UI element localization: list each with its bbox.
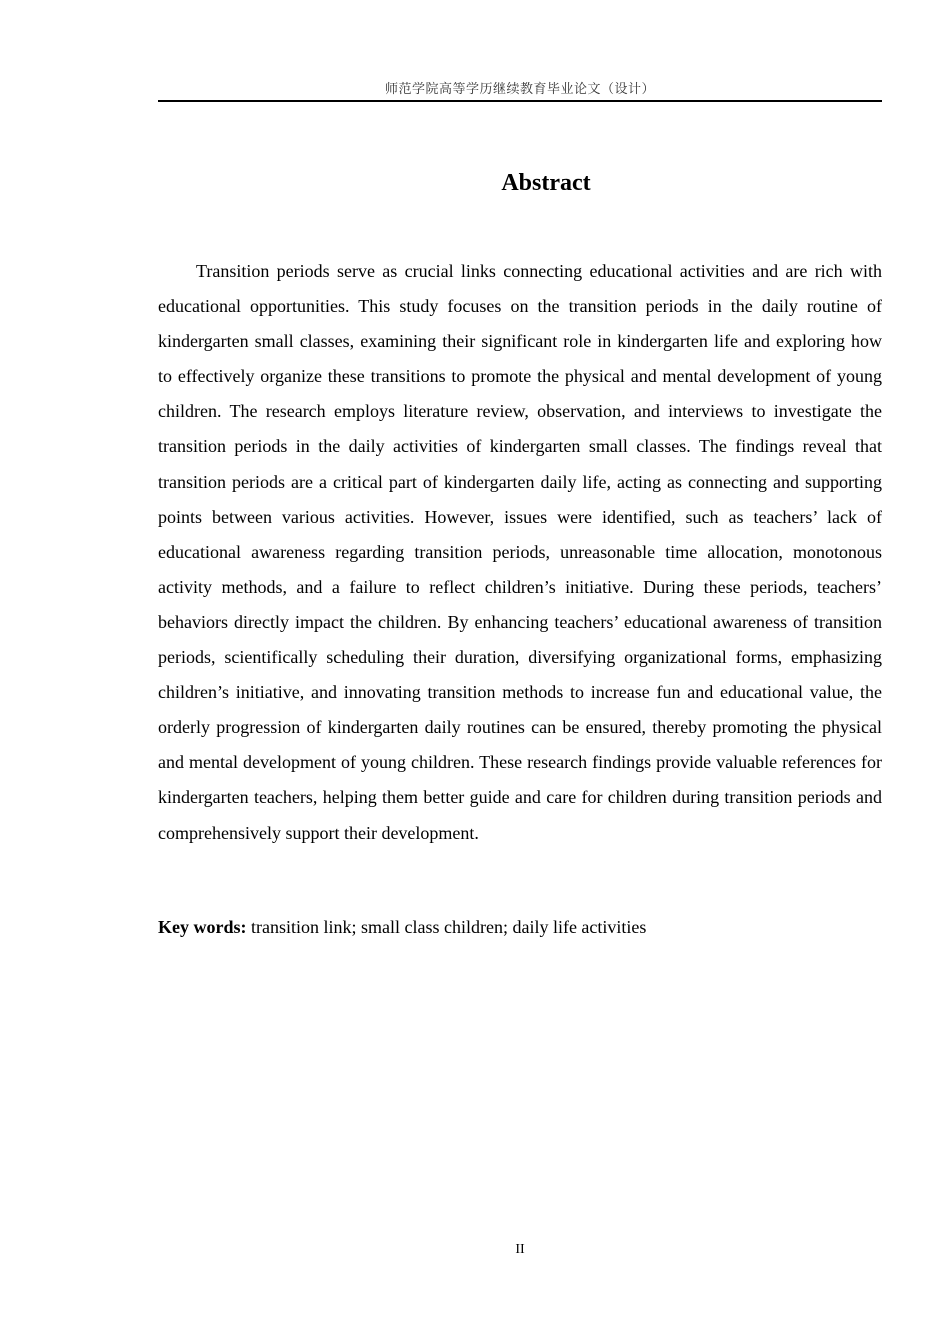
header-rule bbox=[158, 100, 882, 102]
keywords-value: transition link; small class children; daily life activities bbox=[246, 917, 647, 937]
page-header: 师范学院高等学历继续教育毕业论文（设计） bbox=[384, 82, 655, 97]
keywords bbox=[158, 912, 882, 942]
page-number: II bbox=[515, 1242, 525, 1257]
abstract-title: Abstract bbox=[501, 170, 591, 196]
abstract-body: Transition periods serve as crucial links connecting educational activities and are rich with educational opportunities. This study focuses on the transition periods in the daily routine of kindergarten small classes, examining their significant role in kindergarten life and exploring how to effectively organize these transitions to promote the physical and mental development of young children. The research employs literature review, observation, and interviews to investigate the transition periods in the daily activities of kindergarten small classes. The findings reveal that transition periods are a critical part of kindergarten daily life, acting as connecting and supporting points between various activities. However, issues were identified, such as teachers’ lack of educational awareness regarding transition periods, unreasonable time allocation, monotonous activity methods, and a failure to reflect children’s initiative. During these periods, teachers’ behaviors directly impact the children. By enhancing teachers’ educational awareness of transition periods, scientifically scheduling their duration, diversifying organizational forms, emphasizing children’s initiative, and innovating transition methods to increase fun and educational value, the orderly progression of kindergarten daily routines can be ensured, thereby promoting the physical and mental development of young children. These research findings provide valuable references for kindergarten teachers, helping them better guide and care for children during transition periods and comprehensively support their development. bbox=[158, 261, 882, 843]
keywords-label: Key words: bbox=[158, 917, 247, 937]
